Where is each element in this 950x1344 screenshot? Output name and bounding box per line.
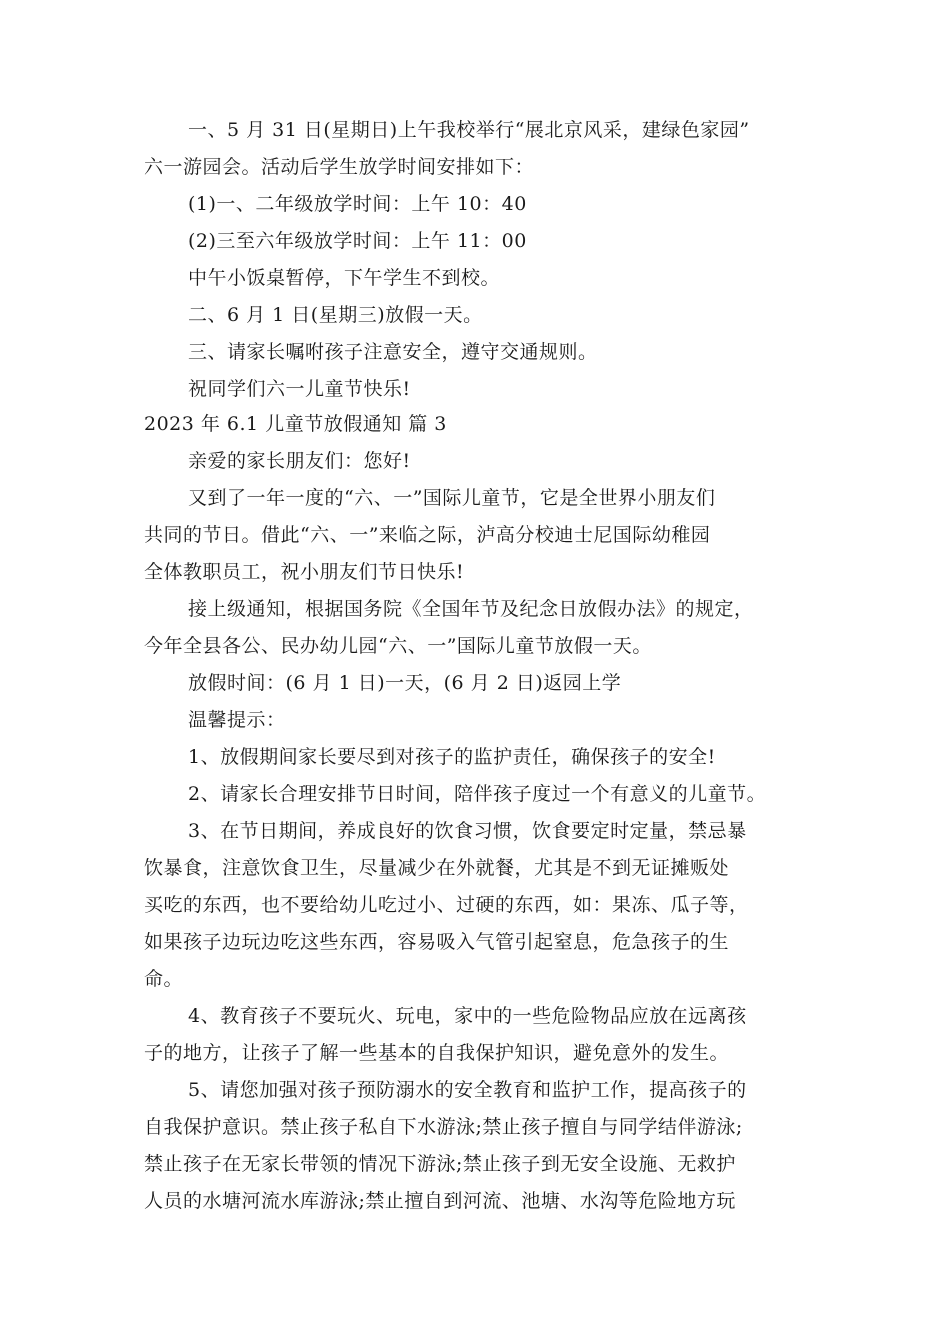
text-line: 自我保护意识。禁止孩子私自下水游泳;禁止孩子擅自与同学结伴游泳; <box>144 1116 743 1138</box>
text-line: 一、5 月 31 日(星期日)上午我校举行“展北京风采，建绿色家园” <box>188 119 750 141</box>
text-line: 接上级通知，根据国务院《全国年节及纪念日放假办法》的规定， <box>188 598 754 620</box>
text-line: 中午小饭桌暂停，下午学生不到校。 <box>188 267 501 289</box>
text-line: 温馨提示： <box>188 709 286 731</box>
section-heading: 2023 年 6.1 儿童节放假通知 篇 3 <box>144 413 447 435</box>
text-line: 又到了一年一度的“六、一”国际儿童节，它是全世界小朋友们 <box>188 487 716 509</box>
text-line: 4、教育孩子不要玩火、玩电，家中的一些危险物品应放在远离孩 <box>188 1005 747 1027</box>
text-line: 放假时间：(6 月 1 日)一天，(6 月 2 日)返园上学 <box>188 672 622 694</box>
text-line: (2)三至六年级放学时间：上午 11：00 <box>188 230 527 252</box>
text-line: 5、请您加强对孩子预防溺水的安全教育和监护工作，提高孩子的 <box>188 1079 747 1101</box>
text-line: 买吃的东西，也不要给幼儿吃过小、过硬的东西，如：果冻、瓜子等， <box>144 894 749 916</box>
text-line: 祝同学们六一儿童节快乐! <box>188 378 411 400</box>
text-line: 二、6 月 1 日(星期三)放假一天。 <box>188 304 483 326</box>
text-line: 命。 <box>144 968 184 990</box>
text-line: 如果孩子边玩边吃这些东西，容易吸入气管引起窒息，危急孩子的生 <box>144 931 730 953</box>
text-line: 3、在节日期间，养成良好的饮食习惯，饮食要定时定量，禁忌暴 <box>188 820 747 842</box>
text-line: 今年全县各公、民办幼儿园“六、一”国际儿童节放假一天。 <box>144 635 652 657</box>
text-line: 饮暴食，注意饮食卫生，尽量减少在外就餐，尤其是不到无证摊贩处 <box>144 857 730 879</box>
text-line: 三、请家长嘱咐孩子注意安全，遵守交通规则。 <box>188 341 598 363</box>
text-line: 全体教职员工，祝小朋友们节日快乐! <box>144 561 465 583</box>
text-line: 子的地方，让孩子了解一些基本的自我保护知识，避免意外的发生。 <box>144 1042 730 1064</box>
text-line: 六一游园会。活动后学生放学时间安排如下： <box>144 156 535 178</box>
text-line: 人员的水塘河流水库游泳;禁止擅自到河流、池塘、水沟等危险地方玩 <box>144 1190 736 1212</box>
text-line: 1、放假期间家长要尽到对孩子的监护责任，确保孩子的安全! <box>188 746 716 768</box>
text-line: 2、请家长合理安排节日时间，陪伴孩子度过一个有意义的儿童节。 <box>188 783 767 805</box>
text-line: 共同的节日。借此“六、一”来临之际，泸高分校迪士尼国际幼稚园 <box>144 524 711 546</box>
text-line: 禁止孩子在无家长带领的情况下游泳;禁止孩子到无安全设施、无救护 <box>144 1153 736 1175</box>
text-line: 亲爱的家长朋友们：您好! <box>188 450 411 472</box>
text-line: (1)一、二年级放学时间：上午 10：40 <box>188 193 527 215</box>
